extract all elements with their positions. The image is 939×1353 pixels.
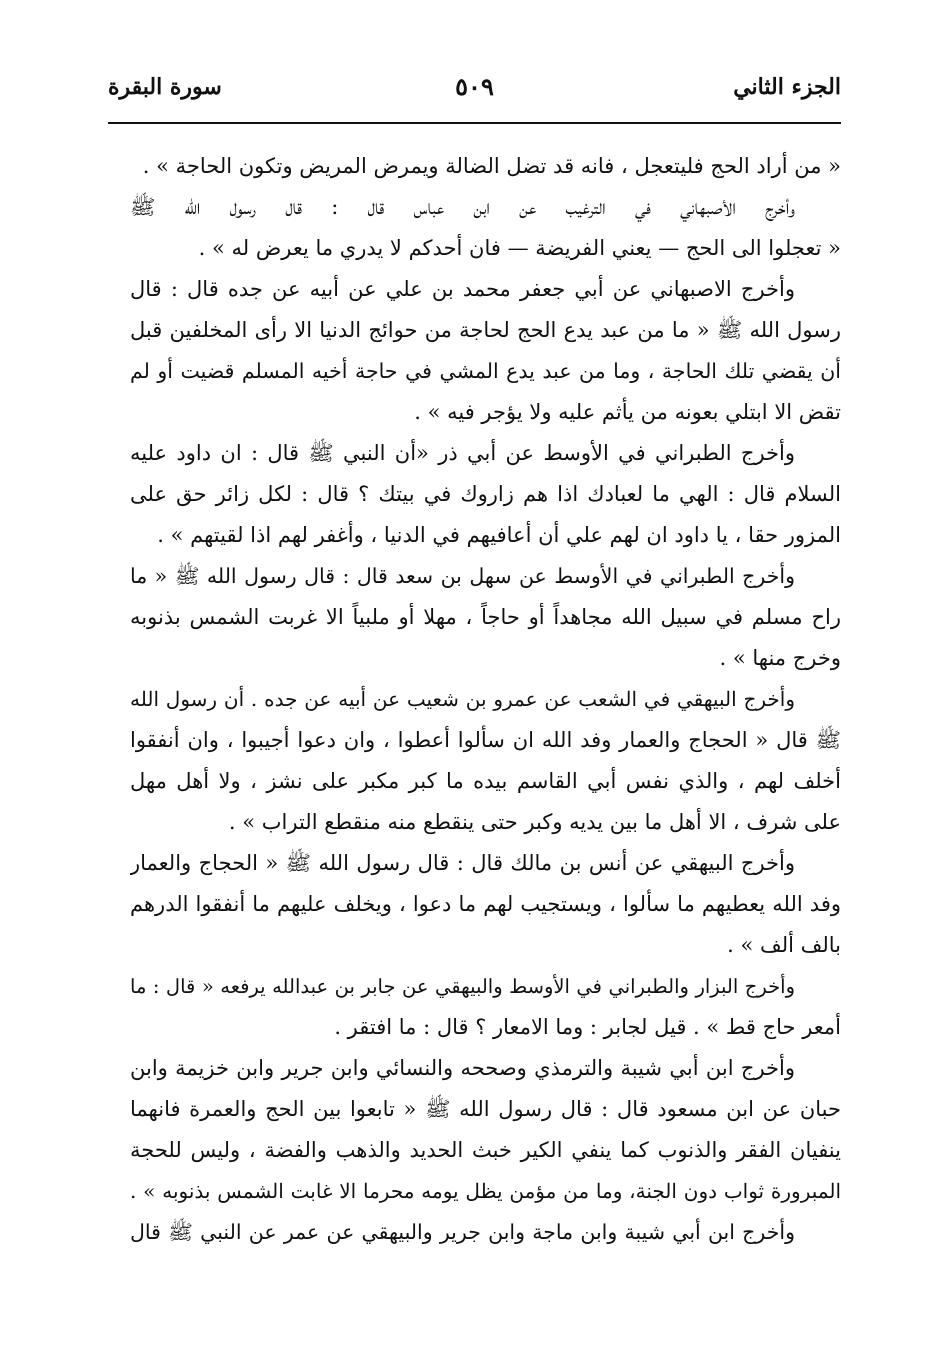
text-line: وأخرج الأصبهاني في الترغيب عن ابن عباس قال : قال رسول الله ﷺ (130, 195, 795, 219)
running-header (108, 70, 841, 110)
text-line: على شرف ، الا أهل ما بين يديه وكبر حتى ينقطع منه منقطع التراب » . (228, 810, 841, 834)
text-line: « تعجلوا الى الحج — يعني الفريضة — فان أحدكم لا يدري ما يعرض له » . (198, 236, 841, 260)
page-number: ٥٠٩ (455, 72, 494, 101)
text-line: وأخرج البيهقي عن أنس بن مالك قال : قال رسول الله ﷺ « الحجاج والعمار (130, 851, 795, 875)
text-line: وأخرج الاصبهاني عن أبي جعفر محمد بن علي عن أبيه عن جده قال : قال (130, 277, 795, 301)
text-line: وأخرج البيهقي في الشعب عن عمرو بن شعيب عن أبيه عن جده . أن رسول الله (130, 687, 795, 711)
text-line: المزور حقا ، يا داود ان لهم علي أن أعافيهم في الدنيا ، وأغفر لهم اذا لقيتهم » . (157, 523, 841, 547)
text-line: راح مسلم في سبيل الله مجاهداً أو حاجاً ، مهلا أو ملبياً الا غربت الشمس بذنوبه (130, 605, 841, 629)
text-line: وأخرج الطبراني في الأوسط عن أبي ذر «أن النبي ﷺ قال : ان داود عليه (130, 441, 795, 465)
text-line: « من أراد الحج فليتعجل ، فانه قد تضل الضالة ويمرض المريض وتكون الحاجة » . (142, 154, 841, 178)
text-line: تقض الا ابتلي بعونه من يأثم عليه ولا يؤجر فيه » . (414, 400, 841, 424)
text-line: وأخرج البزار والطبراني في الأوسط والبيهقي عن جابر بن عبدالله يرفعه « قال : ما (130, 975, 795, 998)
text-line: حبان عن ابن مسعود قال : قال رسول الله ﷺ « تابعوا بين الحج والعمرة فانهما (130, 1097, 841, 1121)
text-line: وأخرج الطبراني في الأوسط عن سهل بن سعد قال : قال رسول الله ﷺ « ما (130, 564, 795, 588)
text-line: أن يقضي تلك الحاجة ، وما من عبد يدع المشي في حاجة أخيه المسلم قضيت أو لم (130, 359, 841, 383)
page-body (130, 146, 841, 1253)
text-line: وأخرج ابن أبي شيبة وابن ماجة وابن جرير والبيهقي عن عمر عن النبي ﷺ قال (130, 1220, 795, 1244)
text-line: السلام قال : الهي ما لعبادك اذا هم زاروك في بيتك ؟ قال : لكل زائر حق على (130, 482, 841, 506)
text-line: بالف ألف » . (727, 933, 841, 957)
header-rule (108, 122, 841, 124)
text-line: وأخرج ابن أبي شيبة والترمذي وصححه والنسائي وابن جرير وابن خزيمة وابن (130, 1056, 795, 1080)
text-line: أمعر حاج قط » . قيل لجابر : وما الامعار ؟ قال : ما افتقر . (334, 1015, 841, 1039)
text-line: وفد الله يعطيهم ما سألوا ، ويستجيب لهم ما دعوا ، ويخلف عليهم ما أنفقوا الدرهم (130, 892, 841, 916)
text-line: أخلف لهم ، والذي نفس أبي القاسم بيده ما كبر مكبر على نشز ، ولا أهل مهل (130, 769, 841, 793)
part-title: الجزء الثاني (733, 74, 841, 100)
text-line: ﷺ قال « الحجاج والعمار وفد الله ان سألوا أعطوا ، وان دعوا أجيبوا ، وان أنفقوا (130, 728, 841, 752)
text-line: وخرج منها » . (719, 646, 841, 670)
text-line: ينفيان الفقر والذنوب كما ينفي الكير خبث الحديد والذهب والفضة ، وليس للحجة (130, 1138, 841, 1162)
surah-title: سورة البقرة (108, 74, 222, 100)
text-line: المبرورة ثواب دون الجنة، وما من مؤمن يظل يومه محرما الا غابت الشمس بذنوبه » . (130, 1179, 841, 1203)
text-line: رسول الله ﷺ « ما من عبد يدع الحج لحاجة من حوائج الدنيا الا رأى المخلفين قبل (130, 318, 841, 342)
